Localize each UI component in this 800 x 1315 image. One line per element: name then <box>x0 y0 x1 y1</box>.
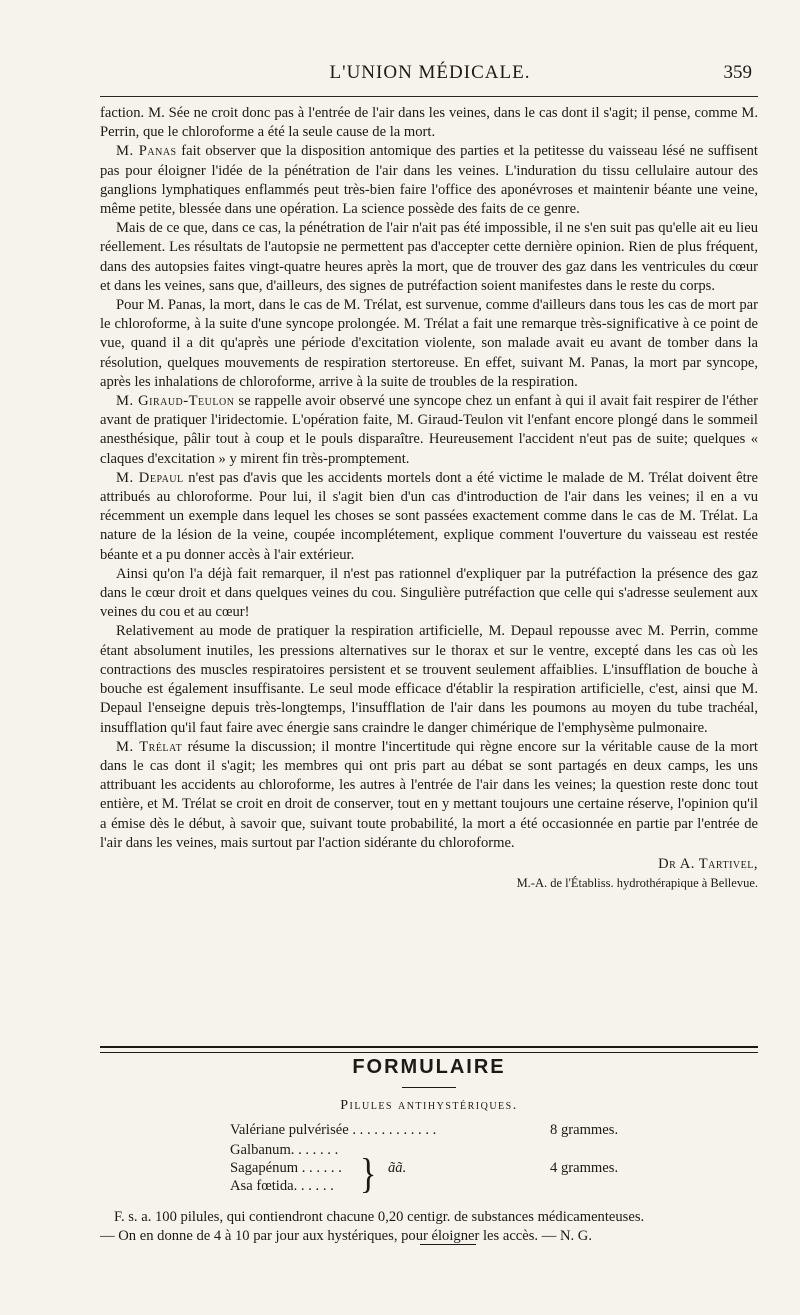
author-signature: Dr A. Tartivel, <box>658 855 758 872</box>
speaker-name: M. Depaul <box>116 469 184 486</box>
paragraph <box>100 392 758 469</box>
ingredient-quantity: 8 grammes. <box>550 1122 619 1138</box>
paragraph: Ainsi qu'on l'a déjà fait remarquer, il n'est pas rationnel d'expliquer par la putréfaction la présence des gaz dans le cœur droit et dans quelques veines du cou. Singulière putréfaction que celle qui s'adresse seulement aux veines du cou et au cœur! <box>100 565 758 621</box>
paragraph: faction. M. Sée ne croit donc pas à l'entrée de l'air dans les veines, dans le cas dont il s'agit; il pense, comme M. Perrin, que le chloroforme a été la seule cause de la mort. <box>100 105 758 141</box>
section-title: FORMULAIRE <box>352 1056 506 1078</box>
article-body <box>100 104 758 893</box>
speaker-name: M. Panas <box>116 143 177 160</box>
paragraph-text: fait observer que la disposition antomique des parties et la petitesse du vaisseau lésé ne suffisent pas pour éloigner l'idée de la pénétration de l'air dans les veines. L'induration du tissu cellulaire autour des ganglions lymphatiques enflammés peut très-bien faire l'office des aponévroses et maintenir béante une veine, même petite, blessée dans une opération. La science possède des faits de ce genre. <box>100 143 758 218</box>
paragraph: Pour M. Panas, la mort, dans le cas de M. Trélat, est survenue, comme d'ailleurs dans tous les cas de mort par le chloroforme, à la suite d'une syncope prolongée. M. Trélat a fait une remarque très-significative à ce point de vue, quand il a dit qu'après une période d'excitation violente, son malade avait eu avant de tomber dans la résolution, quelques mouvements de respiration stertoreuse. En effet, suivant M. Panas, la mort par syncope, après les inhalations de chloroforme, arrive à la suite de troubles de la respiration. <box>100 297 758 390</box>
ingredient-name: Galbanum. . . . . . . <box>230 1142 339 1158</box>
author-affiliation: M.-A. de l'Établiss. hydrothérapique à Bellevue. <box>516 876 758 891</box>
paragraph-text: résume la discussion; il montre l'incertitude qui règne encore sur la véritable cause de la mort dans le cas dont il s'agit; les membres qui ont pris part au débat se sont partagés en deux camps, les uns attribuant les accidents au chloroforme, les autres à l'entrée de l'air dans les veines; la question reste donc tout entière, et M. Trélat se croit en droit de conserver, tout en y mettant toujours une certaine réserve, l'opinion qu'il a émise dès le début, à savoir que, suivant toute probabilité, la mort a été occasionnée en partie par l'entrée de l'air dans les veines, mais surtout par l'action sidérante du chloroforme. <box>100 738 758 851</box>
paragraph: Relativement au mode de pratiquer la respiration artificielle, M. Depaul repousse avec M. Perrin, comme étant absolument inutiles, les pressions alternatives sur le thorax et sur le ventre, excepté dans les cas où les contractions des muscles respiratoires persistent et se trouvent seulement affaiblies. L'insufflation de bouche à bouche est également insuffisante. Le seul mode efficace d'établir la respiration artificielle, c'est, ainsi que M. Depaul l'enseigne depuis très-longtemps, l'insufflation de l'air dans les poumons au moyen du tube trachéal, insufflation qu'il faut faire avec énergie sans craindre le danger chimérique de l'emphysème pulmonaire. <box>100 623 758 736</box>
ingredient-quantity: 4 grammes. <box>550 1160 619 1176</box>
speaker-name: M. Giraud-Teulon <box>116 393 235 410</box>
paragraph <box>100 738 758 853</box>
recipe-instructions <box>100 1208 758 1246</box>
ingredient-name: Valériane pulvérisée . . . . . . . . . . . . <box>230 1122 437 1138</box>
ingredient-name: Sagapénum . . . . . . <box>230 1160 342 1176</box>
formulaire-section <box>100 1054 758 1246</box>
recipe-ingredients <box>100 1120 758 1198</box>
page-number: 359 <box>723 62 752 83</box>
ingredient-name: Asa fœtida. . . . . . <box>230 1178 334 1194</box>
instruction-line: — On en donne de 4 à 10 par jour aux hystériques, pour éloigner les accès. — N. G. <box>100 1228 592 1244</box>
paragraph-text: n'est pas d'avis que les accidents mortels dont a été victime le malade de M. Trélat doivent être attribués au chloroforme. Pour lui, il s'agit bien d'un cas d'introduction de l'air dans les veines; il en a vu récemment un exemple dans lequel les choses se sont passées exactement comme dans le cas de M. Trélat. La nature de la lésion de la veine, coupée incomplétement, explique comment l'ouverture du vaisseau est restée béante et a pu donner accès à l'air extérieur. <box>100 469 758 563</box>
journal-title: L'UNION MÉDICALE. <box>329 62 531 83</box>
speaker-name: M. Trélat <box>116 738 183 755</box>
paragraph <box>100 469 758 565</box>
recipe-title: Pilules antihystériques. <box>340 1098 518 1113</box>
paragraph-text: se rappelle avoir observé une syncope chez un enfant à qui il avait fait respirer de l'éther avant de pratiquer l'iridectomie. L'opération faite, M. Giraud-Teulon vit l'enfant encore plongé dans le sommeil anesthésique, pâlir tout à coup et le pouls disparaître. Heureusement l'accident n'eut pas de suite; quelques « claques d'excitation » y mirent fin très-promptement. <box>100 393 758 467</box>
paragraph <box>100 142 758 219</box>
paragraph: Mais de ce que, dans ce cas, la pénétration de l'air n'ait pas été impossible, il ne s'en suit pas qu'elle ait eu lieu réellement. Les résultats de l'autopsie ne permettent pas d'accepter cette dernière opinion. Rien de plus fréquent, dans des autopsies faites vingt-quatre heures après la mort, que de trouver des gaz dans les ventricules du cœur et dans les veines, sans que, d'ailleurs, des signes de putréfaction soient manifestes dans le reste du corps. <box>100 220 758 294</box>
end-rule <box>420 1244 476 1245</box>
section-divider <box>100 1046 758 1053</box>
brace-symbol: } <box>360 1151 377 1198</box>
ana-abbreviation: ãã. <box>388 1160 407 1176</box>
instruction-line: F. s. a. 100 pilules, qui contiendront chacune 0,20 centigr. de substances médicamenteuses. <box>114 1209 645 1225</box>
header-rule <box>100 96 758 97</box>
title-rule <box>402 1087 456 1088</box>
running-header <box>100 62 760 88</box>
